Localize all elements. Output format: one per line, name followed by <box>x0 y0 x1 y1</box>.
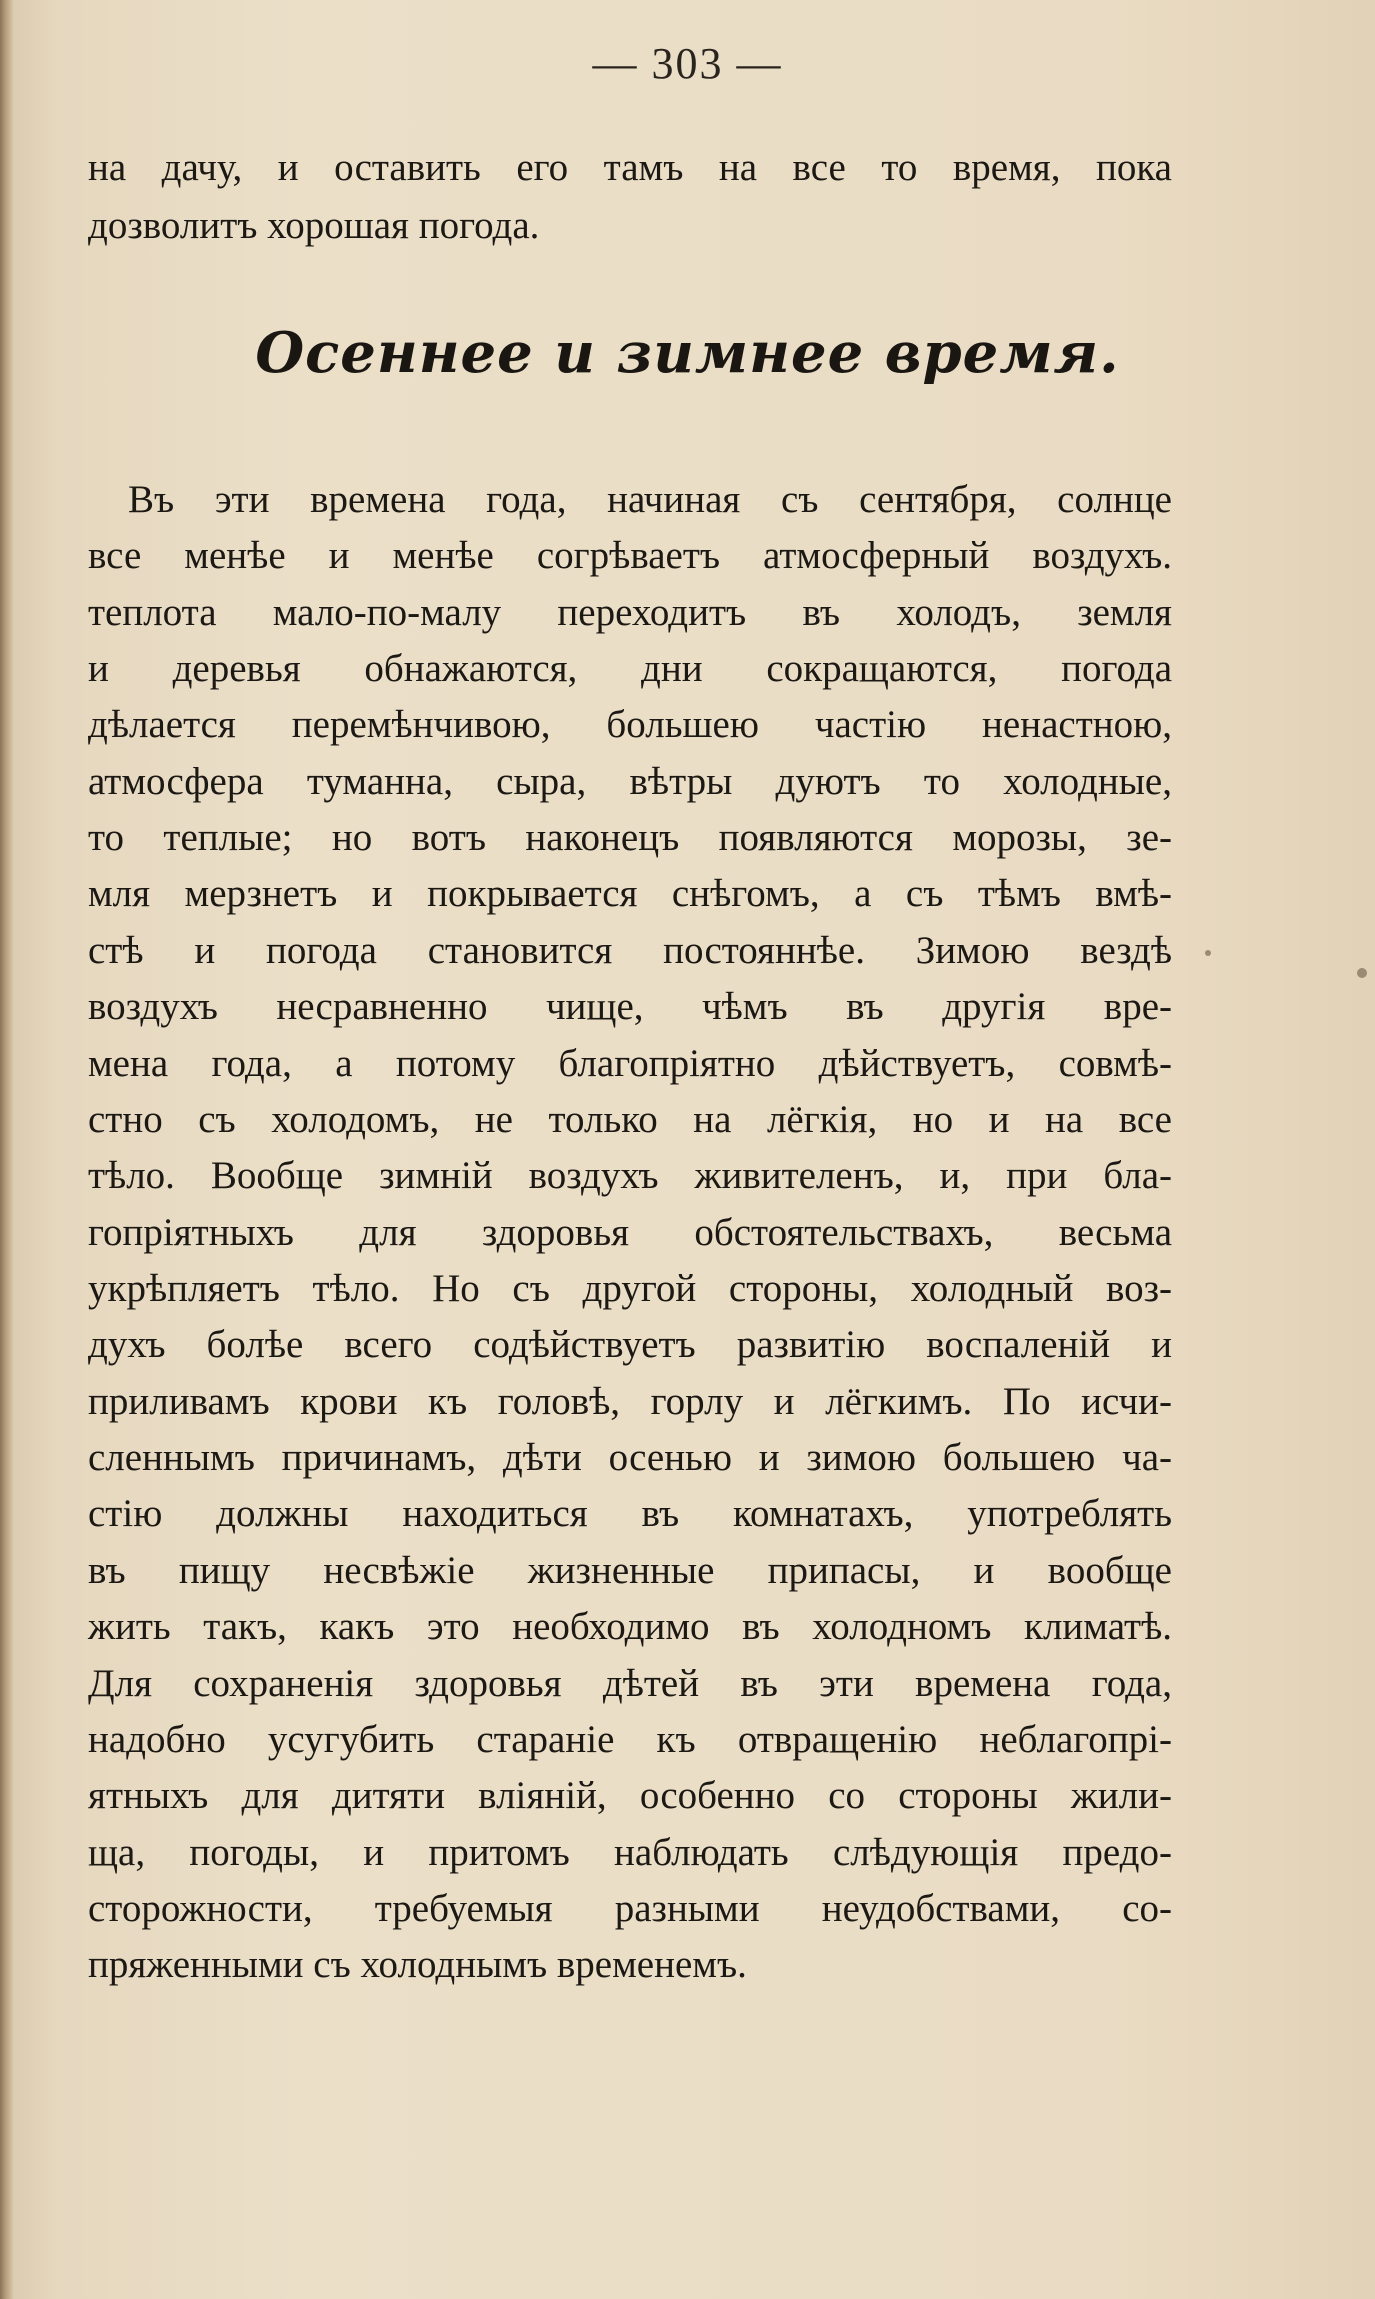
paper-speck <box>1205 950 1211 956</box>
body-line: въ пищу несвѣжіе жизненные припасы, и вообще <box>88 1549 1172 1592</box>
body-line: дѣлается перемѣнчивою, большею частію ненастною, <box>88 703 1172 746</box>
body-line: теплота мало-по-малу переходитъ въ холодъ, земля <box>88 591 1172 634</box>
body-line: то теплые; но вотъ наконецъ появляются морозы, зе- <box>88 816 1172 859</box>
body-line: укрѣпляетъ тѣло. Но съ другой стороны, холодный воз- <box>88 1267 1172 1310</box>
body-line: Въ эти времена года, начиная съ сентября, солнце <box>128 478 1172 521</box>
paper-speck <box>1357 968 1367 978</box>
body-line: жить такъ, какъ это необходимо въ холодномъ климатѣ. <box>88 1605 1172 1648</box>
body-line: пряженными съ холоднымъ временемъ. <box>88 1943 747 1986</box>
intro-line: на дачу, и оставить его тамъ на все то время, пока <box>88 146 1172 189</box>
body-line: гопріятныхъ для здоровья обстоятельствахъ, весьма <box>88 1211 1172 1254</box>
section-title: Осеннее и зимнее время. <box>255 320 1120 386</box>
body-line: мена года, а потому благопріятно дѣйствуетъ, совмѣ- <box>88 1042 1172 1085</box>
body-line: сленнымъ причинамъ, дѣти осенью и зимою большею ча- <box>88 1436 1172 1479</box>
body-line: тѣло. Вообще зимній воздухъ живителенъ, и, при бла- <box>88 1154 1172 1197</box>
body-line: ща, погоды, и притомъ наблюдать слѣдующія предо- <box>88 1831 1172 1874</box>
body-line: приливамъ крови къ головѣ, горлу и лёгкимъ. По исчи- <box>88 1380 1172 1423</box>
body-line: воздухъ несравненно чище, чѣмъ въ другія вре- <box>88 985 1172 1028</box>
body-line: и деревья обнажаются, дни сокращаются, погода <box>88 647 1172 690</box>
body-line: атмосфера туманна, сыра, вѣтры дуютъ то холодные, <box>88 760 1172 803</box>
body-line: духъ болѣе всего содѣйствуетъ развитію воспаленій и <box>88 1323 1172 1366</box>
body-line: стію должны находиться въ комнатахъ, употреблять <box>88 1492 1172 1535</box>
body-line: стно съ холодомъ, не только на лёгкія, но и на все <box>88 1098 1172 1141</box>
body-line: все менѣе и менѣе согрѣваетъ атмосферный воздухъ. <box>88 534 1172 577</box>
body-line: сторожности, требуемыя разными неудобствами, со- <box>88 1887 1172 1930</box>
body-line: надобно усугубить стараніе къ отвращенію неблагопрі- <box>88 1718 1172 1761</box>
page-number: — 303 — <box>592 39 783 88</box>
body-line: мля мерзнетъ и покрывается снѣгомъ, а съ тѣмъ вмѣ- <box>88 872 1172 915</box>
intro-line: дозволитъ хорошая погода. <box>88 204 540 247</box>
body-line: Для сохраненія здоровья дѣтей въ эти времена года, <box>88 1662 1172 1705</box>
body-line: стѣ и погода становится постояннѣе. Зимою вездѣ <box>88 929 1172 972</box>
body-line: ятныхъ для дитяти вліяній, особенно со стороны жили- <box>88 1774 1172 1817</box>
